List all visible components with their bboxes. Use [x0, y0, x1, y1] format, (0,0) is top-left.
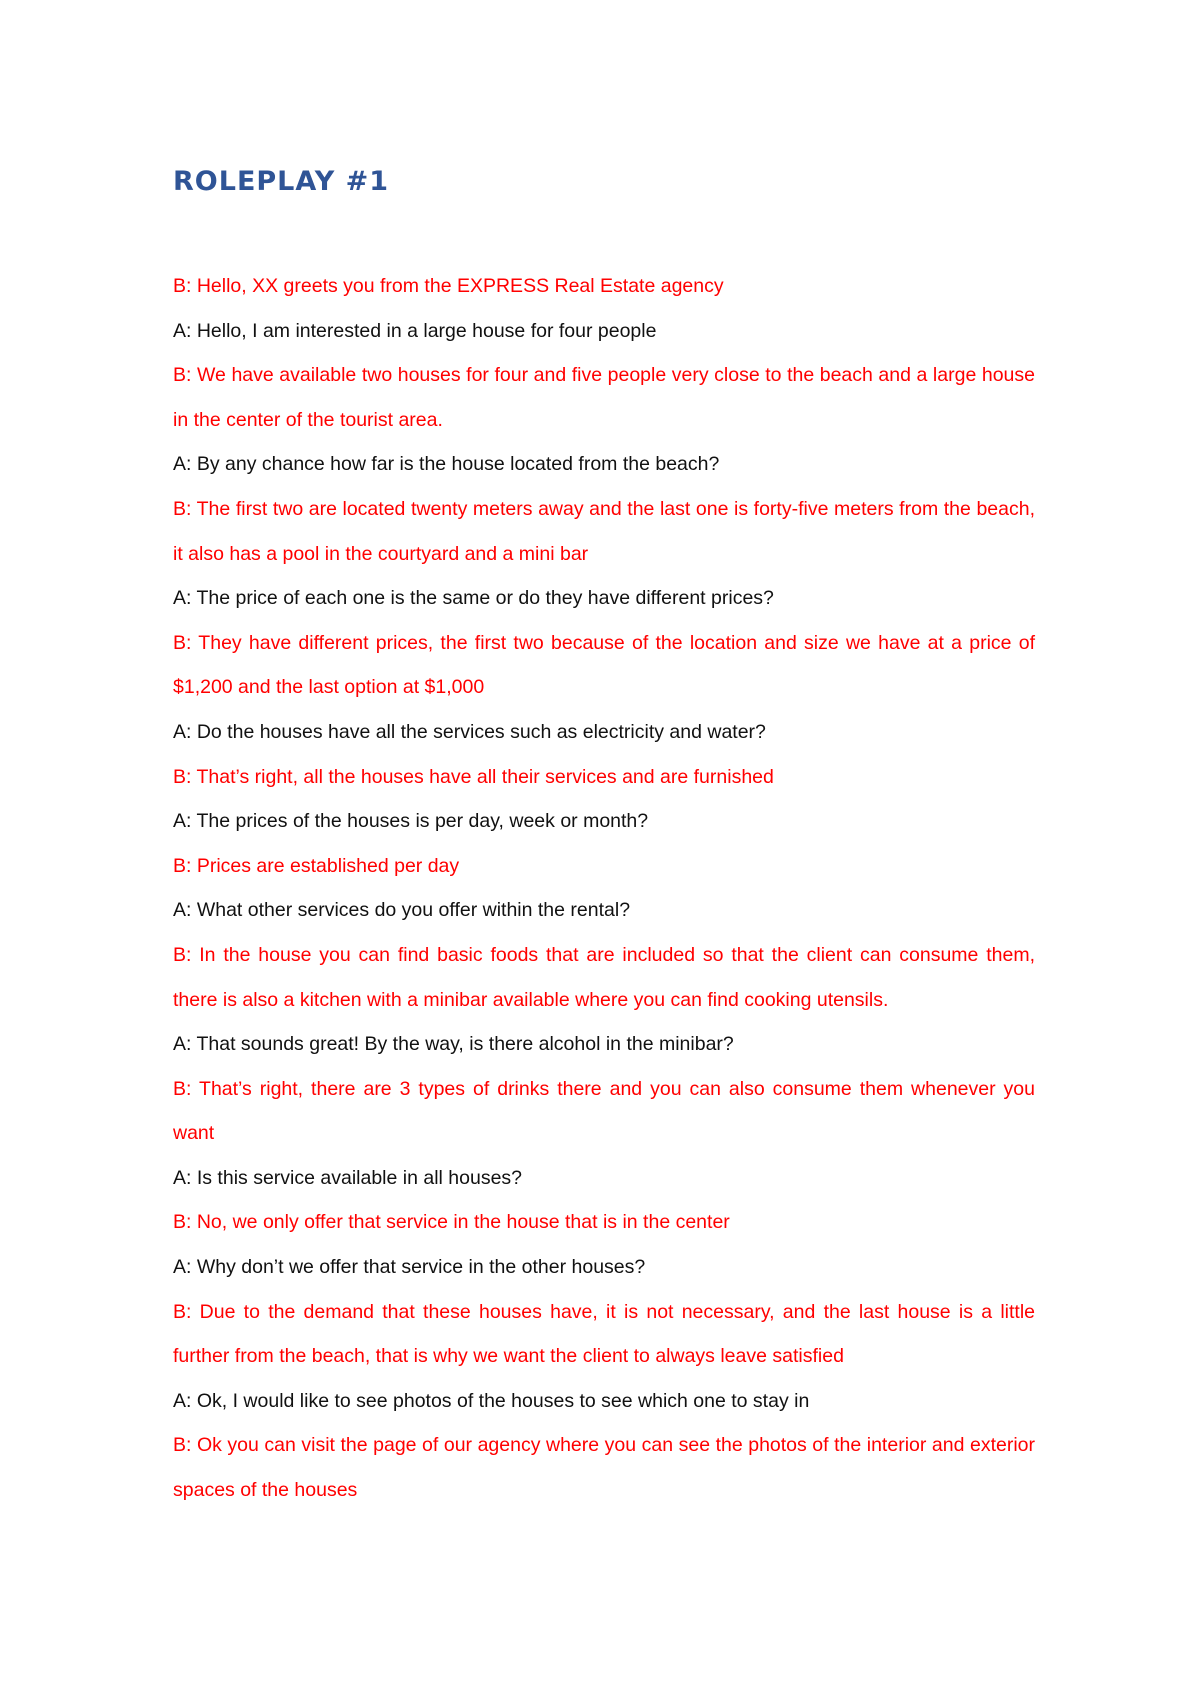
dialogue-line-b: B: No, we only offer that service in the house that is in the center [173, 1211, 730, 1234]
dialogue-line-b: B: Hello, XX greets you from the EXPRESS Real Estate agency [173, 275, 724, 297]
dialogue-line-b: B: That’s right, all the houses have all their services and are furnished [173, 765, 774, 788]
dialogue-line-a: A: The price of each one is the same or do they have different prices? [173, 587, 774, 610]
dialogue-line-a: A: That sounds great! By the way, is there alcohol in the minibar? [173, 1033, 734, 1056]
dialogue-line-a: A: Do the houses have all the services such as electricity and water? [173, 720, 766, 743]
dialogue-line-b: B: The first two are located twenty meters away and the last one is forty-five meters from the beach, it also has a pool in the courtyard and a mini bar [173, 497, 1035, 565]
dialogue-line-a: A: Why don’t we offer that service in the other houses? [173, 1256, 646, 1279]
dialogue-line-a: A: The prices of the houses is per day, week or month? [173, 810, 649, 833]
dialogue-line-b: B: Due to the demand that these houses have, it is not necessary, and the last house is a little further from the beach, that is why we want the client to always leave satisfied [173, 1300, 1035, 1368]
dialogue-line-a: A: Ok, I would like to see photos of the houses to see which one to stay in [173, 1389, 810, 1412]
document-title: ROLEPLAY #1 [173, 166, 390, 197]
dialogue-list [173, 264, 1035, 1513]
dialogue-line-b: B: We have available two houses for four and five people very close to the beach and a large house in the center of the tourist area. [173, 364, 1035, 431]
dialogue-line-b: B: They have different prices, the first two because of the location and size we have at a price of $1,200 and the last option at $1,000 [173, 631, 1035, 699]
dialogue-line-a: A: Is this service available in all houses? [173, 1166, 523, 1189]
dialogue-line-a: A: What other services do you offer within the rental? [173, 899, 631, 922]
dialogue-line-b: B: Ok you can visit the page of our agency where you can see the photos of the interior and exterior spaces of the houses [173, 1434, 1035, 1502]
dialogue-line-b: B: Prices are established per day [173, 854, 460, 877]
dialogue-line-b: B: That’s right, there are 3 types of drinks there and you can also consume them whenever you want [173, 1077, 1035, 1145]
dialogue-line-a: A: Hello, I am interested in a large house for four people [173, 319, 657, 342]
dialogue-line-b: B: In the house you can find basic foods that are included so that the client can consume them, there is also a kitchen with a minibar available where you can find cooking utensils. [173, 943, 1035, 1011]
dialogue-line-a: A: By any chance how far is the house located from the beach? [173, 453, 720, 476]
